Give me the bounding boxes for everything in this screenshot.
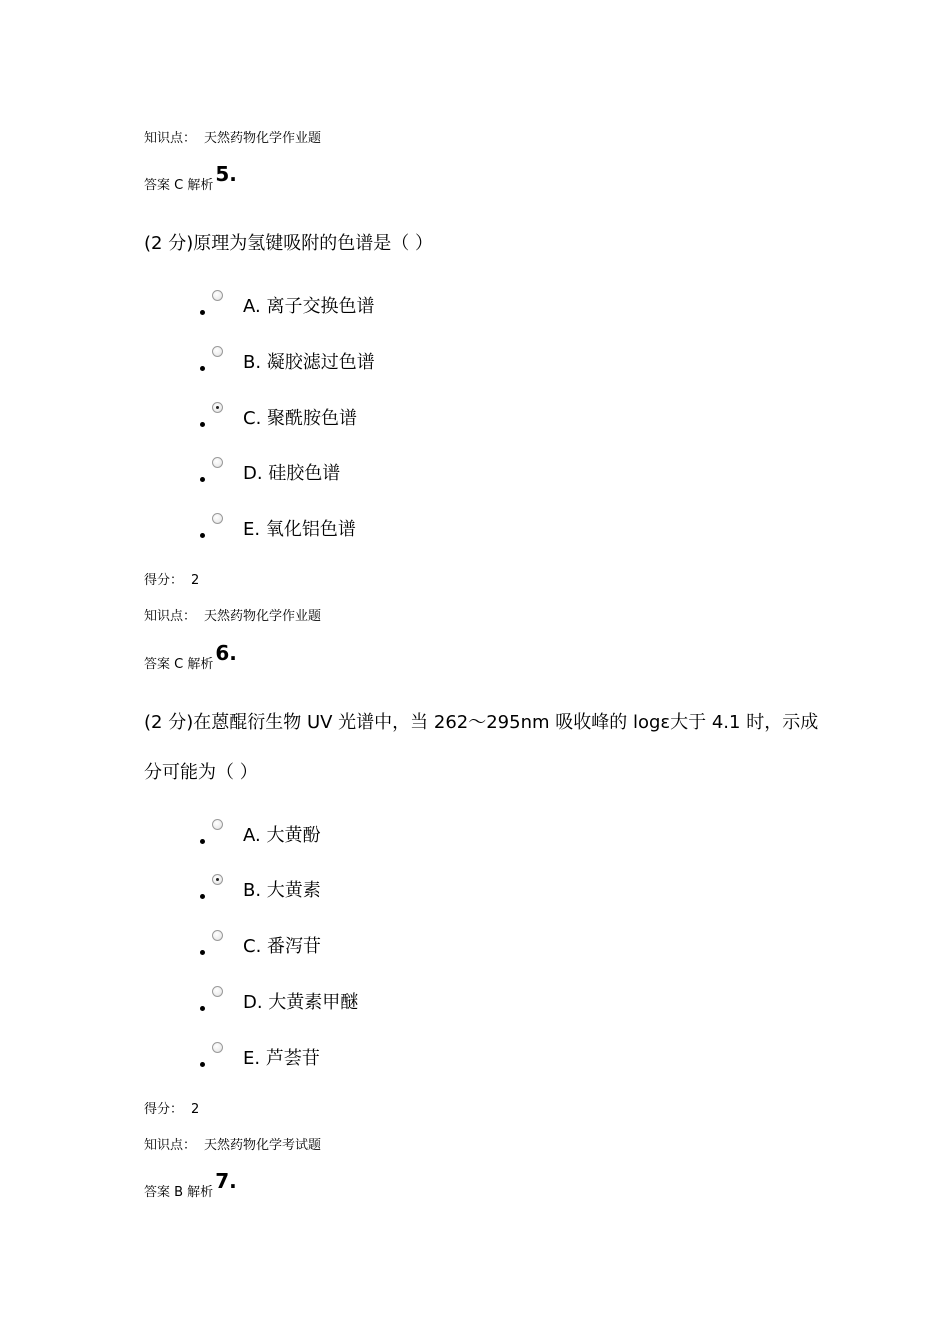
option-label: E. 芦荟苷 xyxy=(243,1048,320,1069)
question-text: (2 分)在蒽醌衍生物 UV 光谱中，当 262～295nm 吸收峰的 logε大于 4.1 时，示成 xyxy=(144,712,819,733)
question-text-continued: 分可能为（ ） xyxy=(144,762,258,783)
option-label: A. 大黄酚 xyxy=(243,825,321,846)
score-value: 2 xyxy=(191,1102,200,1117)
bullet-dot xyxy=(200,422,205,427)
radio-button[interactable] xyxy=(212,346,223,357)
score-line xyxy=(144,1102,199,1118)
question-text: (2 分)原理为氢键吸附的色谱是（ ） xyxy=(144,233,433,254)
bullet-dot xyxy=(200,1006,205,1011)
bullet-dot xyxy=(200,533,205,538)
radio-button[interactable] xyxy=(212,513,223,524)
bullet-dot xyxy=(200,366,205,371)
knowledge-point-label: 知识点： xyxy=(144,131,197,146)
question-number: 6. xyxy=(215,641,237,665)
answer-text: 答案 C 解析 xyxy=(144,178,214,193)
question-number: 5. xyxy=(215,162,237,186)
question-number: 7. xyxy=(215,1169,237,1193)
knowledge-point-line xyxy=(144,131,321,147)
option-label: D. 硅胶色谱 xyxy=(243,463,341,484)
bullet-dot xyxy=(200,839,205,844)
option-label: B. 凝胶滤过色谱 xyxy=(243,352,375,373)
score-line xyxy=(144,573,199,589)
bullet-dot xyxy=(200,477,205,482)
radio-button[interactable] xyxy=(212,986,223,997)
knowledge-point-line xyxy=(144,609,321,625)
knowledge-point-label: 知识点： xyxy=(144,1138,197,1153)
bullet-dot xyxy=(200,950,205,955)
option-label: C. 番泻苷 xyxy=(243,936,322,957)
radio-button[interactable] xyxy=(212,819,223,830)
score-value: 2 xyxy=(191,573,200,588)
radio-button[interactable] xyxy=(212,290,223,301)
option-label: A. 离子交换色谱 xyxy=(243,296,375,317)
answer-line xyxy=(144,641,237,673)
option-label: B. 大黄素 xyxy=(243,880,321,901)
answer-text: 答案 C 解析 xyxy=(144,657,214,672)
score-label: 得分： xyxy=(144,573,184,588)
bullet-dot xyxy=(200,894,205,899)
radio-button[interactable] xyxy=(212,930,223,941)
radio-button[interactable] xyxy=(212,1042,223,1053)
radio-button[interactable] xyxy=(212,457,223,468)
answer-line xyxy=(144,162,237,194)
answer-text: 答案 B 解析 xyxy=(144,1185,214,1200)
knowledge-point-label: 知识点： xyxy=(144,609,197,624)
score-label: 得分： xyxy=(144,1102,184,1117)
bullet-dot xyxy=(200,1062,205,1067)
radio-button-selected[interactable] xyxy=(212,402,223,413)
option-label: D. 大黄素甲醚 xyxy=(243,992,359,1013)
option-label: E. 氧化铝色谱 xyxy=(243,519,356,540)
knowledge-point-line xyxy=(144,1138,321,1154)
knowledge-point-value: 天然药物化学作业题 xyxy=(204,131,322,146)
knowledge-point-value: 天然药物化学考试题 xyxy=(204,1138,322,1153)
radio-button-selected[interactable] xyxy=(212,874,223,885)
option-label: C. 聚酰胺色谱 xyxy=(243,408,358,429)
answer-line xyxy=(144,1169,237,1201)
knowledge-point-value: 天然药物化学作业题 xyxy=(204,609,322,624)
bullet-dot xyxy=(200,310,205,315)
